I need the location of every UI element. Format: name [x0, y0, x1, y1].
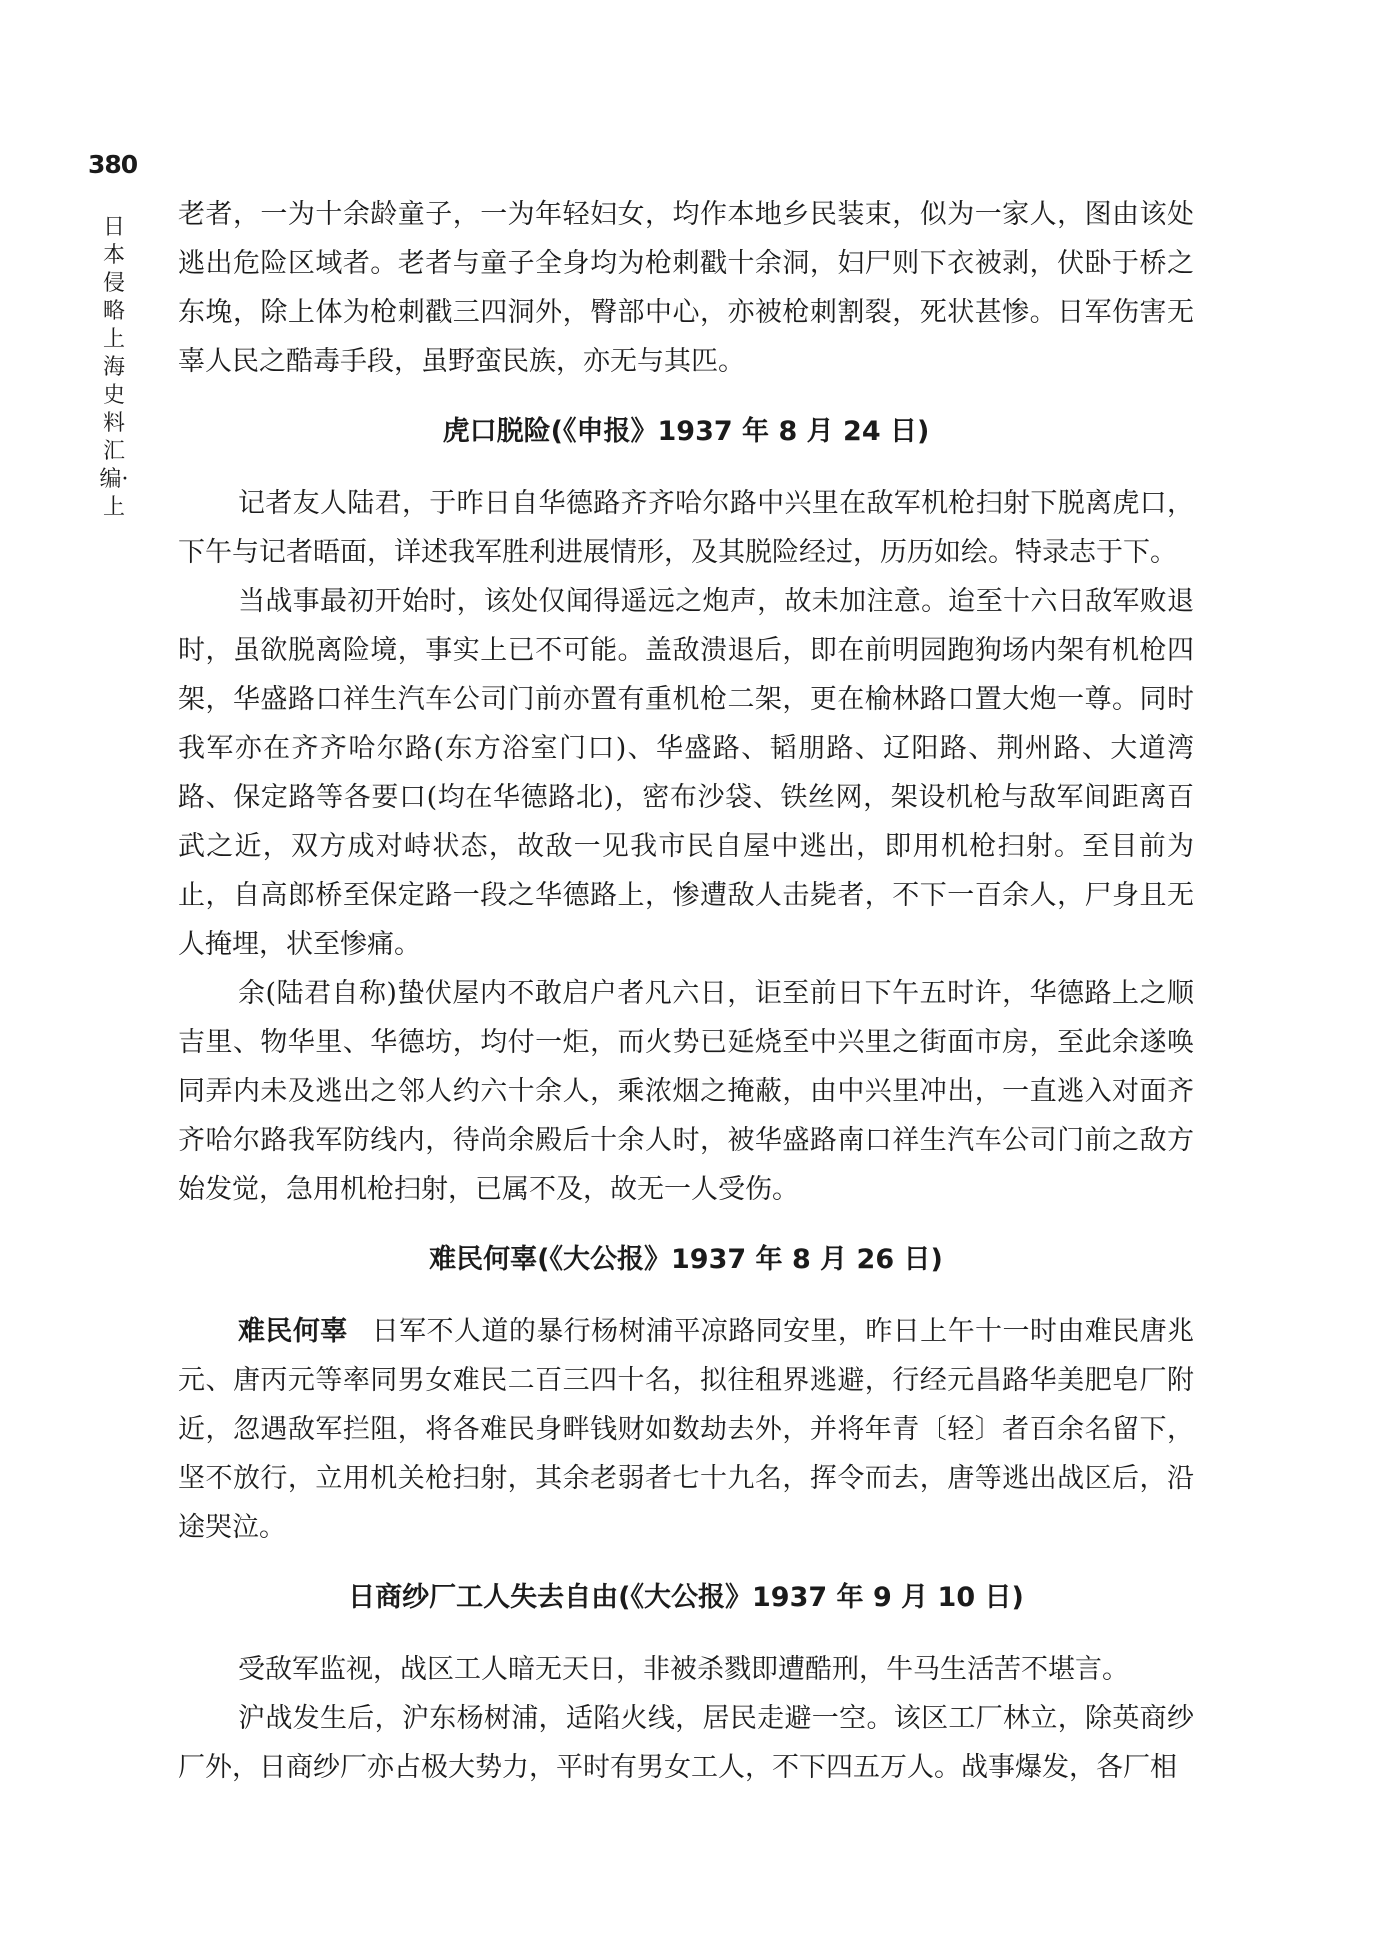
page-content: [178, 190, 1194, 1792]
section-heading: 难民何辜(《大公报》1937 年 8 月 26 日): [429, 1244, 943, 1275]
body-paragraph: 当战事最初开始时，该处仅闻得遥远之炮声，故未加注意。迨至十六日敌军败退时，虽欲脱离险境，事实上已不可能。盖敌溃退后，即在前明园跑狗场内架有机枪四架，华盛路口祥生汽车公司门前亦置有重机枪二架，更在榆林路口置大炮一尊。同时我军亦在齐齐哈尔路(东方浴室门口)、华盛路、韬朋路、辽阳路、荆州路、大道湾路、保定路等各要口(均在华德路北)，密布沙袋、铁丝网，架设机枪与敌军间距离百武之近，双方成对峙状态，故敌一见我市民自屋中逃出，即用机枪扫射。至目前为止，自高郎桥至保定路一段之华德路上，惨遭敌人击毙者，不下一百余人，尸身且无人掩埋，状至惨痛。: [178, 586, 1194, 960]
lead-text: 日军不人道的暴行杨树浦平凉路同安里，昨日上午十一时由难民唐兆元、唐丙元等率同男女难民二百三四十名，拟往租界逃避，行经元昌路华美肥皂厂附近，忽遇敌军拦阻，将各难民身畔钱财如数劫去外，并将年青〔轻〕者百余名留下，坚不放行，立用机关枪扫射，其余老弱者七十九名，挥令而去，唐等逃出战区后，沿途哭泣。: [178, 1316, 1195, 1543]
section-heading: 虎口脱险(《申报》1937 年 8 月 24 日): [442, 416, 930, 447]
body-paragraph: 沪战发生后，沪东杨树浦，适陷火线，居民走避一空。该区工厂林立，除英商纱厂外，日商纱厂亦占极大势力，平时有男女工人，不下四五万人。战事爆发，各厂相: [178, 1703, 1194, 1783]
body-paragraph: 余(陆君自称)蛰伏屋内不敢启户者凡六日，讵至前日下午五时许，华德路上之顺吉里、物华里、华德坊，均付一炬，而火势已延烧至中兴里之街面市房，至此余遂唤同弄内未及逃出之邻人约六十余人，乘浓烟之掩蔽，由中兴里冲出，一直逃入对面齐齐哈尔路我军防线内，待尚余殿后十余人时，被华盛路南口祥生汽车公司门前之敌方始发觉，急用机枪扫射，已属不及，故无一人受伤。: [178, 978, 1194, 1205]
body-paragraph: 受敌军监视，战区工人暗无天日，非被杀戮即遭酷刑，牛马生活苦不堪言。: [238, 1654, 1129, 1685]
running-title: 日本侵略上海史料汇编·上: [99, 215, 129, 520]
lead-term: 难民何辜: [238, 1316, 348, 1347]
section-heading: 日商纱厂工人失去自由(《大公报》1937 年 9 月 10 日): [348, 1582, 1024, 1613]
body-paragraph: [178, 1307, 1194, 1552]
page-number: 380: [88, 150, 138, 179]
body-paragraph: 记者友人陆君，于昨日自华德路齐齐哈尔路中兴里在敌军机枪扫射下脱离虎口，下午与记者晤面，详述我军胜利进展情形，及其脱险经过，历历如绘。特录志于下。: [178, 488, 1194, 568]
intro-paragraph: 老者，一为十余龄童子，一为年轻妇女，均作本地乡民装束，似为一家人，图由该处逃出危险区域者。老者与童子全身均为枪刺戳十余洞，妇尸则下衣被剥，伏卧于桥之东堍，除上体为枪刺戳三四洞外，臀部中心，亦被枪刺割裂，死状甚惨。日军伤害无辜人民之酷毒手段，虽野蛮民族，亦无与其匹。: [178, 199, 1194, 377]
